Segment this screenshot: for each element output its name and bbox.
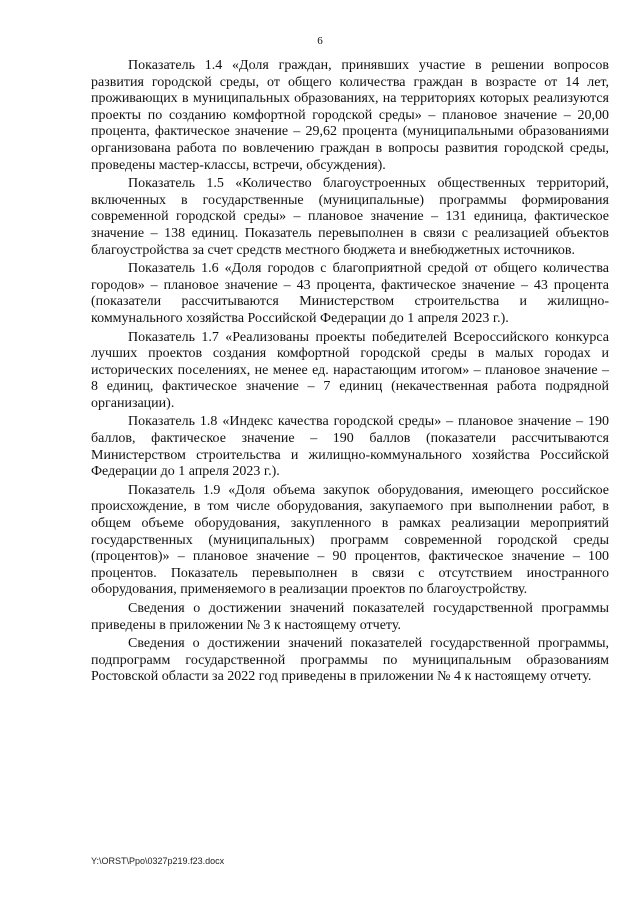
file-path-footer: Y:\ORST\Ppo\0327p219.f23.docx	[91, 856, 225, 866]
paragraph-indicator-1-6: Показатель 1.6 «Доля городов с благоприятной средой от общего количества городов» – плановое значение – 43 процента, фактическое значение – 43 процента (показатели рассчитываются Министерством строительства и жилищно-коммунального хозяйства Российской Федерации до 1 апреля 2023 г.).	[91, 261, 609, 326]
paragraph-indicator-1-4: Показатель 1.4 «Доля граждан, принявших участие в решении вопросов развития городской среды, от общего количества граждан в возрасте от 14 лет, проживающих в муниципальных образованиях, на территориях которых реализуются проекты по созданию комфортной городской среды» – плановое значение – 20,00 процента, фактическое значение – 29,62 процента (муниципальными образованиями организована работа по вовлечению граждан в вопросы развития городской среды, проведены мастер-классы, встречи, обсуждения).	[91, 58, 609, 173]
page-number: 6	[317, 35, 323, 47]
paragraph-indicator-1-8: Показатель 1.8 «Индекс качества городской среды» – плановое значение – 190 баллов, фактическое значение – 190 баллов (показатели рассчитываются Министерством строительства и жилищно-коммунального хозяйства Российской Федерации до 1 апреля 2023 г.).	[91, 414, 609, 480]
paragraph-indicator-1-7: Показатель 1.7 «Реализованы проекты победителей Всероссийского конкурса лучших проектов создания комфортной городской среды в малых городах и исторических поселениях, не менее ед. нарастающим итогом» – плановое значение – 8 единиц, фактическое значение – 7 единиц (некачественная работа подрядной организации).	[91, 329, 609, 411]
paragraph-appendix-3-note: Сведения о достижении значений показателей государственной программы приведены в приложении № 3 к настоящему отчету.	[91, 601, 609, 633]
document-body	[91, 58, 609, 688]
paragraph-indicator-1-5: Показатель 1.5 «Количество благоустроенных общественных территорий, включенных в государственные (муниципальные) программы формирования современной городской среды» – плановое значение – 131 единица, фактическое значение – 138 единиц. Показатель перевыполнен в связи с реализацией объектов благоустройства за счет средств местного бюджета и внебюджетных источников.	[91, 176, 609, 258]
paragraph-appendix-4-note: Сведения о достижении значений показателей государственной программы, подпрограмм государственной программы по муниципальным образованиям Ростовской области за 2022 год приведены в приложении № 4 к настоящему отчету.	[91, 636, 609, 685]
paragraph-indicator-1-9: Показатель 1.9 «Доля объема закупок оборудования, имеющего российское происхождение, в том числе оборудования, закупаемого при выполнении работ, в общем объеме оборудования, закупленного в рамках реализации мероприятий государственных (муниципальных) программ современной городской среды (процентов)» – плановое значение – 90 процентов, фактическое значение – 100 процентов. Показатель перевыполнен в связи с отсутствием иностранного оборудования, применяемого в реализации проектов по благоустройству.	[91, 482, 609, 598]
